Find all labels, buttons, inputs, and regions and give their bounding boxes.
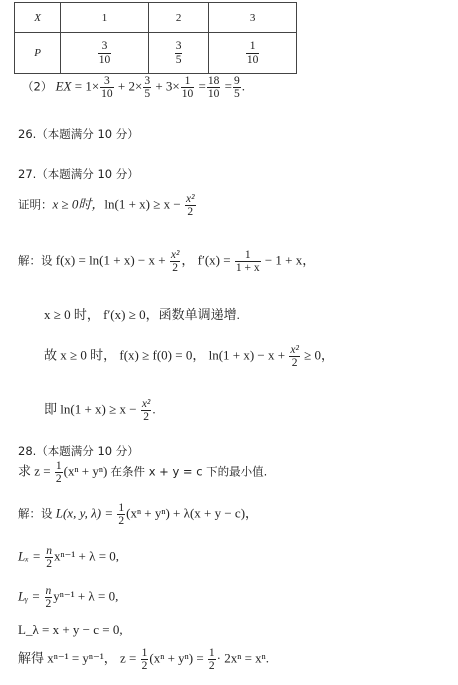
table-header-cell: X	[15, 3, 61, 33]
table-header-cell: 3	[209, 3, 297, 33]
table-row-label: P	[15, 33, 61, 74]
partial-lambda-equation: L_λ = x + y − c = 0,	[18, 622, 123, 637]
question-26-title: 26.（本题满分 10 分）	[18, 127, 139, 141]
table-cell: $\frac{3}{5}$	[148, 33, 208, 74]
table-row	[15, 3, 297, 33]
table-header-cell: 2	[148, 3, 208, 33]
table-row	[15, 33, 297, 74]
question-28-title: 28.（本题满分 10 分）	[18, 444, 139, 458]
function-definition: 解：设 f(x) = ln(1 + x) − x + $\frac{\text{x²}}{2}$ ， f′(x) = $\frac{1}{1 + x}$ − 1 + x，	[18, 249, 316, 275]
table-cell: $\frac{1}{10}$	[209, 33, 297, 74]
expectation-line: （2） EX = 1× $\frac{3}{10}$ + 2× $\frac{3}{5}$ + 3× $\frac{1}{10}$ = $\frac{18}{10}$ = $\frac{9}{5}$ .	[22, 75, 245, 101]
hence-statement: 故 x ≥ 0 时， f(x) ≥ f(0) = 0， ln(1 + x) − x + $\frac{\text{x²}}{2}$ ≥ 0，	[44, 344, 335, 370]
conclusion-statement: 即 ln(1 + x) ≥ x − $\frac{\text{x²}}{2}$ .	[44, 398, 156, 424]
result-line: 解得 xⁿ⁻¹ = yⁿ⁻¹， z = $\frac{1}{2}$ (xⁿ + yⁿ) = $\frac{1}{2}$ · 2xⁿ = xⁿ.	[18, 647, 270, 673]
partial-x-equation: Lₓ = $\frac{n}{2}$ xⁿ⁻¹ + λ = 0,	[18, 545, 120, 571]
proof-statement: 证明：x ≥ 0时，ln(1 + x) ≥ x − $\frac{\text{x²}}{2}$	[18, 193, 195, 219]
distribution-table	[14, 2, 297, 74]
lagrangian-definition: 解：设 L(x, y, λ) = $\frac{1}{2}$ (xⁿ + yⁿ) + λ(x + y − c)，	[18, 502, 259, 528]
partial-y-equation: Lᵧ = $\frac{n}{2}$ yⁿ⁻¹ + λ = 0,	[18, 585, 119, 611]
monotonic-statement: x ≥ 0 时， f′(x) ≥ 0，函数单调递增.	[44, 307, 240, 322]
problem-statement: 求 z = $\frac{1}{2}$ (xⁿ + yⁿ) 在条件 x + y = c 下的最小值.	[18, 460, 268, 486]
table-header-cell: 1	[61, 3, 149, 33]
question-27-title: 27.（本题满分 10 分）	[18, 167, 139, 181]
table-cell: $\frac{3}{10}$	[61, 33, 149, 74]
